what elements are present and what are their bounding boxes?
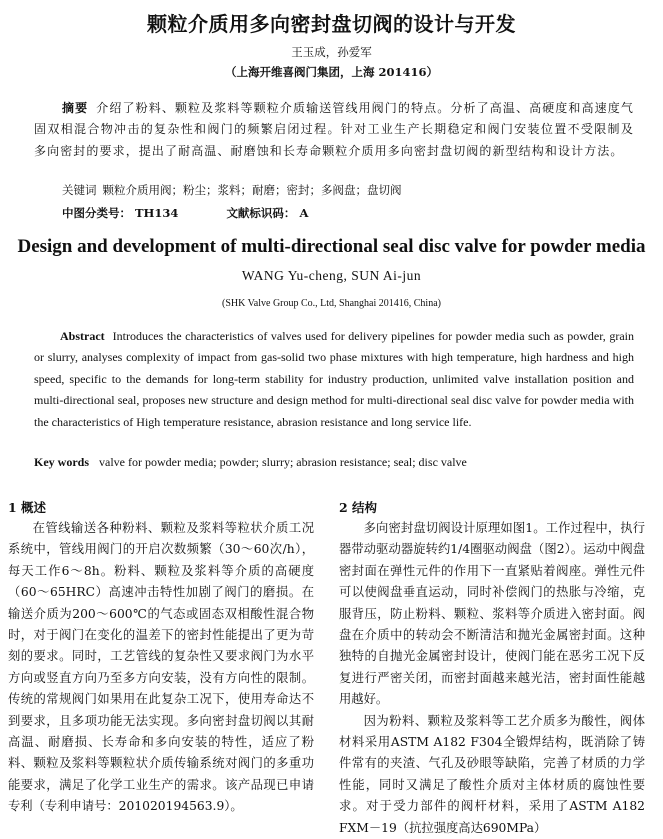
- left-column: [8, 518, 314, 818]
- section-heading-structure: 2 结构: [339, 500, 378, 515]
- abstract-label-en: Abstract: [60, 329, 105, 343]
- paper-title-cn: 颗粒介质用多向密封盘切阀的设计与开发: [147, 12, 516, 36]
- abstract-text-en: Introduces the characteristics of valves used for delivery pipelines for powder media such as powder, grain or slurry, analyses complexity of impact from gas-solid two phase mixtures with high temperature, high hardness and high speed, specific to the demands for long-term stability for industry production, unlimited valve installation position and multi-directional seal, proposes new structure and design method for multi-directional seal disc valve for powder media with the characteristics of High temperature resistance, abrasion resistance and long service life.: [34, 329, 634, 429]
- abstract-text-cn: 介绍了粉料、颗粒及浆料等颗粒介质输送管线用阀门的特点。分析了高温、高硬度和高速度气固双相混合物冲击的复杂性和阀门的频繁启闭过程。针对工业生产长期稳定和阀门安装位置不受限制及多向密封的要求，提出了耐高温、耐磨蚀和长寿命颗粒介质用多向密封盘切阀的新型结构和设计方法。: [34, 101, 634, 158]
- keywords-cn: [62, 182, 402, 198]
- class-number-label: 中图分类号：: [62, 206, 131, 220]
- authors-cn: 王玉成，孙爱军: [291, 45, 372, 59]
- paragraph-overview: 在管线输送各种粉料、颗粒及浆料等粒状介质工况系统中，管线用阀门的开启次数频繁（30～60次/h），每天工作6～8h。粉料、颗粒及浆料等介质的高硬度（60～65HRC）高速冲击特性加剧了阀门的磨损。在输送介质为200～600℃的气态或固态双相酸性混合物时，对于阀门在变化的温差下的密封性能提出了更为苛刻的要求。同时，工艺管线的复杂性又要求阀门为水平方向或竖直方向乃至多方向安装，没有方向性的限制。传统的常规阀门如果用在此复杂工况下，使用寿命达不到要求，且多项功能无法实现。多向密封盘切阀以其耐高温、耐磨损、长寿命和多向安装的特性，适应了粉料、颗粒及浆料等颗粒状介质传输系统对阀门的多重功能要求，满足了化学工业生产的需求。该产品现已申请专利（专利申请号：201020194563.9）。: [8, 521, 314, 814]
- abstract-cn: [34, 98, 634, 162]
- paper-title-en: Design and development of multi-directional seal disc valve for powder media: [17, 236, 646, 257]
- abstract-en: [34, 326, 634, 433]
- keywords-en: [34, 455, 634, 470]
- classification-line: [62, 205, 312, 221]
- affiliation-cn: （上海开维喜阀门集团，上海 201416）: [224, 65, 438, 79]
- keywords-text-cn: 颗粒介质用阀；粉尘；浆料；耐磨；密封；多阀盘；盘切阀: [102, 183, 402, 197]
- paragraph-structure-2: 因为粉料、颗粒及浆料等工艺介质多为酸性，阀体材料采用ASTM A182 F304全锻焊结构，既消除了铸件常有的夹渣、气孔及砂眼等缺陷，完善了材质的力学性能，同时又满足了酸性介质对主体材质的腐蚀性要求。对于受力部件的阀杆材料，采用了ASTM A182 FXM－19（抗拉强度高达690MPa）: [339, 713, 645, 835]
- authors-en: WANG Yu-cheng, SUN Ai-jun: [241, 268, 422, 283]
- keywords-label-cn: 关键词: [62, 183, 97, 197]
- abstract-label-cn: 摘要: [62, 101, 89, 115]
- paragraph-structure-1: 多向密封盘切阀设计原理如图1。工作过程中，执行器带动驱动器旋转约1/4圈驱动阀盘（图2）。运动中阀盘密封面在弹性元件的作用下一直紧贴着阀座。弹性元件可以使阀盘垂直运动，同时补偿阀门的热胀与冷缩，克服背压，防止粉料、颗粒、浆料等介质进入密封面。阀盘在介质中的转动会不断清洁和抛光金属密封面。这种独特的自抛光金属密封设计，使阀门能在恶劣工况下反复进行严密关闭，而密封面越来越光洁，密封面性能越用越好。: [339, 521, 645, 707]
- class-number-value: TH134: [135, 206, 179, 220]
- section-heading-overview: 1 概述: [8, 500, 47, 515]
- doc-code-value: A: [299, 206, 309, 220]
- right-column: [339, 518, 645, 839]
- keywords-label-en: Key words: [34, 455, 89, 469]
- keywords-text-en: valve for powder media; powder; slurry; abrasion resistance; seal; disc valve: [99, 455, 467, 469]
- affiliation-en: (SHK Valve Group Co., Ltd, Shanghai 201416, China): [222, 298, 441, 309]
- doc-code-label: 文献标识码：: [226, 206, 296, 220]
